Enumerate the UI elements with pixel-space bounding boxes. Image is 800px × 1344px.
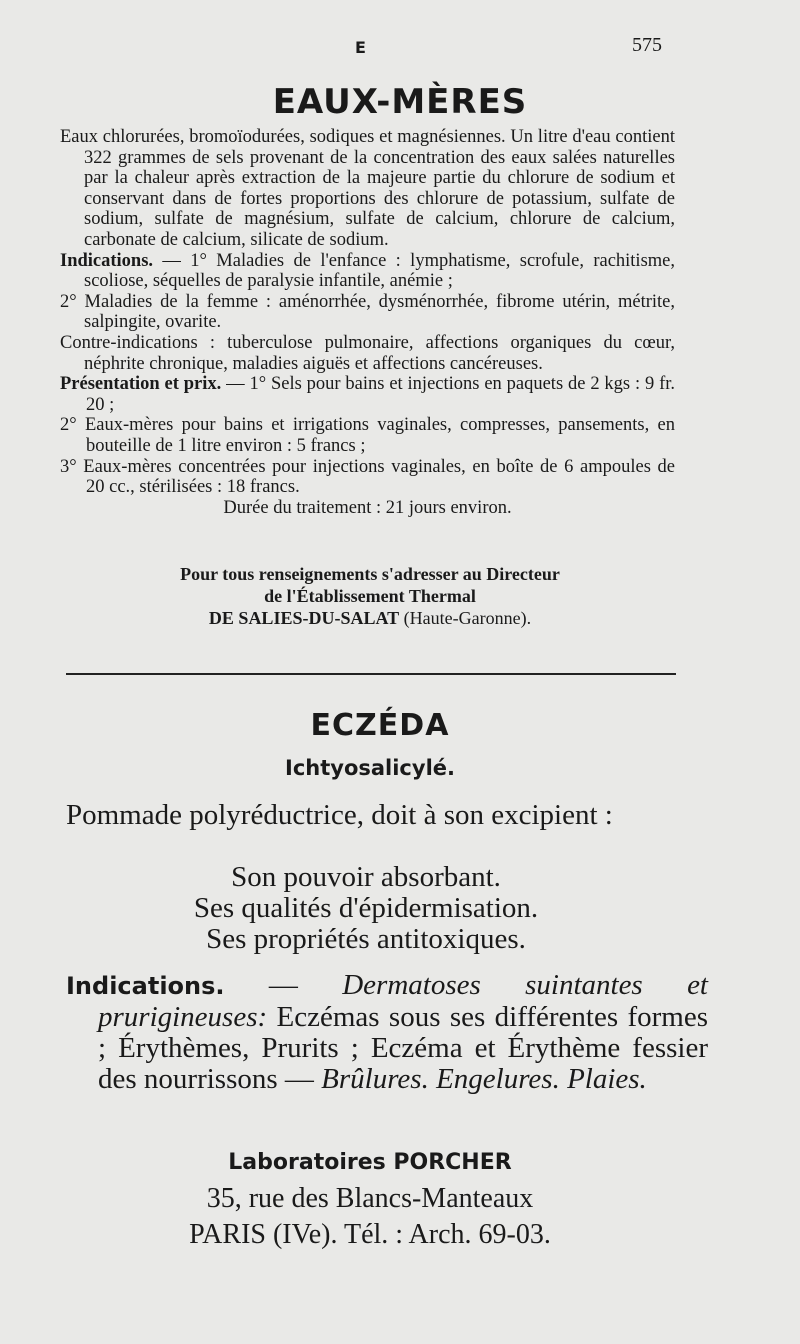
eczeda-indications-italic-2: Brûlures. Engelures. Plaies. (321, 1063, 647, 1095)
presentation-text-1: — 1° Sels pour bains et injections en paquets de 2 kgs : 9 fr. 20 ; (86, 374, 675, 415)
ad-title-eczeda: ECZÉDA (310, 708, 450, 743)
eczeda-indications-label: Indications. (66, 972, 225, 1000)
ad1-presentation-2: 2° Eaux-mères pour bains et irrigations vaginales, compresses, pansements, en bouteille de 1 litre environ : 5 francs ; (60, 415, 675, 456)
eczeda-description: Pommade polyréductrice, doit à son excipient : (66, 799, 613, 831)
laboratory-city-phone: PARIS (IVe). Tél. : Arch. 69-03. (189, 1219, 551, 1250)
ad1-indications-1 (60, 251, 675, 292)
ad1-presentation-3: 3° Eaux-mères concentrées pour injections vaginales, en boîte de 6 ampoules de 20 cc., stérilisées : 18 francs. (60, 456, 675, 498)
eczeda-indications-text: Eczémas sous ses différentes formes ; Érythèmes, Prurits ; Eczéma et Érythème fessier des nourrissons — (98, 1001, 708, 1095)
ad1-presentation-1 (60, 374, 675, 415)
contact-region: (Haute-Garonne). (399, 608, 532, 628)
contact-line-2: de l'Établissement Thermal (264, 586, 476, 606)
presentation-label: Présentation et prix. (60, 374, 222, 395)
laboratory-name: Laboratoires PORCHER (228, 1150, 512, 1175)
ad-title-eaux-meres: EAUX-MÈRES (272, 82, 528, 122)
page-number: 575 (632, 34, 662, 56)
ad1-duree: Durée du traitement : 21 jours environ. (223, 497, 512, 518)
eczeda-quality-3: Ses propriétés antitoxiques. (206, 923, 526, 955)
ad1-body (60, 127, 675, 518)
eczeda-quality-2: Ses qualités d'épidermisation. (193, 892, 539, 924)
indications-label: Indications. (60, 250, 154, 271)
ad1-intro: Eaux chlorurées, bromoïodurées, sodiques et magnésiennes. Un litre d'eau contient 322 grammes de sels provenant de la concentration des eaux salées naturelles par la chaleur après extraction de la majeure partie du chlorure de sodium et conservant dans de fortes proportions des chlorure de potassium, sulfate de sodium, sulfate de magnésium, sulfate de calcium, chlorure de calcium, carbonate de calcium, silicate de sodium. (60, 127, 675, 250)
contact-line-1: Pour tous renseignements s'adresser au Directeur (180, 564, 560, 584)
section-letter: E (355, 38, 366, 57)
ad1-contact (60, 563, 680, 629)
ad1-indications-2: 2° Maladies de la femme : aménorrhée, dysménorrhée, fibrome utérin, métrite, salpingite, ovarite. (60, 291, 675, 333)
section-divider (66, 673, 676, 675)
eczeda-indications-italic-1: Dermatoses suintantes et prurigineuses: (98, 969, 708, 1033)
ad-subtitle-eczeda: Ichtyosalicylé. (285, 756, 455, 780)
laboratory-street: 35, rue des Blancs-Manteaux (206, 1183, 534, 1214)
eczeda-indications (66, 970, 708, 1095)
eczeda-quality-1: Son pouvoir absorbant. (231, 861, 501, 893)
ad1-contre-indications: Contre-indications : tuberculose pulmonaire, affections organiques du cœur, néphrite chronique, maladies aiguës et affections cancéreuses. (60, 332, 675, 374)
indications-text-1: — 1° Maladies de l'enfance : lymphatisme, scrofule, rachitisme, scoliose, séquelles de paralysie infantile, anémie ; (84, 250, 675, 292)
contact-line-3 (60, 607, 680, 629)
eczeda-indications-dash: — (224, 969, 343, 1001)
contact-place: DE SALIES-DU-SALAT (208, 608, 400, 628)
